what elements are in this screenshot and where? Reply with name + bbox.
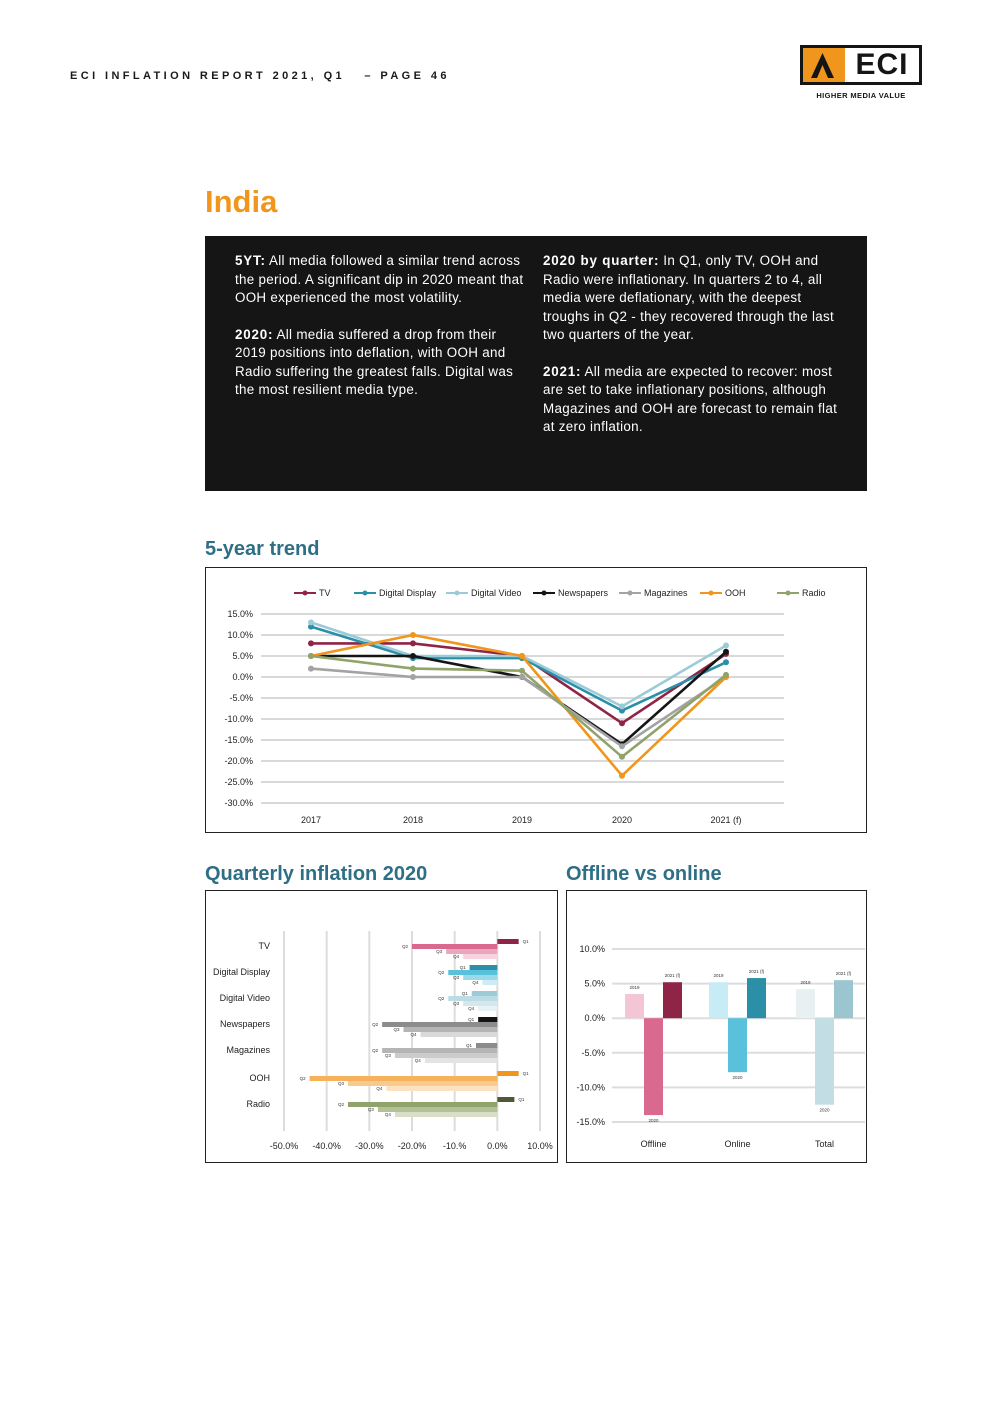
year-label: 2021 (f) bbox=[664, 973, 681, 979]
legend-label: TV bbox=[319, 588, 331, 598]
bar bbox=[663, 982, 682, 1018]
report-title: ECI INFLATION REPORT 2021, Q1 bbox=[70, 70, 346, 82]
quarter-label: Q1 bbox=[522, 1071, 529, 1076]
data-point bbox=[410, 666, 416, 672]
bar bbox=[476, 1043, 497, 1048]
bar bbox=[421, 1032, 498, 1037]
year-label: 2020 bbox=[648, 1118, 659, 1124]
quarter-label: Q3 bbox=[436, 949, 443, 954]
quarter-label: Q4 bbox=[384, 1112, 391, 1117]
page-number: PAGE 46 bbox=[380, 70, 450, 82]
page-title: India bbox=[205, 184, 278, 219]
quarter-label: Q2 bbox=[372, 1048, 379, 1053]
category-label: Offline bbox=[640, 1139, 667, 1149]
bar bbox=[644, 1018, 663, 1115]
paragraph-lead: 5YT: bbox=[235, 253, 266, 268]
bar bbox=[834, 980, 853, 1018]
bar bbox=[470, 965, 498, 970]
quarter-label: Q1 bbox=[522, 939, 529, 944]
category-label: Digital Video bbox=[219, 993, 270, 1003]
bar bbox=[395, 1112, 497, 1117]
quarter-label: Q2 bbox=[337, 1102, 344, 1107]
quarterly-bar-chart bbox=[206, 891, 557, 1162]
category-label: Radio bbox=[246, 1099, 270, 1109]
bar bbox=[478, 1017, 497, 1022]
y-tick-label: 0.0% bbox=[232, 672, 253, 682]
x-tick-label: -50.0% bbox=[269, 1141, 299, 1151]
legend-label: OOH bbox=[725, 588, 746, 598]
quarter-label: Q1 bbox=[468, 1017, 475, 1022]
paragraph-lead: 2021: bbox=[543, 363, 582, 379]
bar bbox=[482, 980, 497, 985]
category-label: Online bbox=[724, 1139, 751, 1149]
offline-chart-panel bbox=[566, 890, 867, 1163]
summary-box bbox=[205, 236, 867, 491]
quarter-label: Q2 bbox=[372, 1022, 379, 1027]
quarter-label: Q1 bbox=[461, 991, 468, 996]
trend-section-title: 5-year trend bbox=[205, 538, 320, 560]
data-point bbox=[619, 703, 625, 709]
data-point bbox=[410, 674, 416, 680]
quarter-label: Q3 bbox=[384, 1053, 391, 1058]
data-point bbox=[723, 659, 729, 665]
quarterly-section-title: Quarterly inflation 2020 bbox=[205, 863, 428, 885]
quarter-label: Q1 bbox=[518, 1097, 525, 1102]
y-tick-label: -10.0% bbox=[224, 714, 253, 724]
logo-text: ECI bbox=[845, 48, 919, 82]
summary-paragraph bbox=[235, 326, 531, 400]
paragraph-lead: 2020 by quarter: bbox=[543, 253, 660, 268]
quarter-label: Q2 bbox=[299, 1076, 306, 1081]
bar bbox=[815, 1018, 834, 1104]
bar bbox=[412, 944, 497, 949]
y-tick-label: 15.0% bbox=[227, 609, 253, 619]
logo-tagline: HIGHER MEDIA VALUE bbox=[816, 91, 906, 100]
bar bbox=[478, 1006, 497, 1011]
quarter-label: Q3 bbox=[337, 1081, 344, 1086]
x-tick-label: 10.0% bbox=[527, 1141, 553, 1151]
year-label: 2019 bbox=[800, 980, 811, 986]
y-tick-label: -15.0% bbox=[224, 735, 253, 745]
quarter-label: Q2 bbox=[401, 944, 408, 949]
data-point bbox=[308, 619, 314, 625]
bar bbox=[472, 991, 498, 996]
eci-logo bbox=[800, 45, 922, 101]
quarter-label: Q4 bbox=[468, 1006, 475, 1011]
bar bbox=[709, 982, 728, 1018]
data-point bbox=[308, 640, 314, 646]
category-label: OOH bbox=[249, 1073, 270, 1083]
year-label: 2019 bbox=[629, 984, 640, 990]
quarter-label: Q4 bbox=[453, 954, 460, 959]
bar bbox=[348, 1081, 497, 1086]
data-point bbox=[619, 743, 625, 749]
y-tick-label: 5.0% bbox=[584, 978, 605, 989]
year-label: 2021 (f) bbox=[835, 971, 852, 977]
x-tick-label: 2019 bbox=[511, 815, 533, 825]
data-point bbox=[619, 720, 625, 726]
summary-left-column bbox=[235, 252, 531, 418]
data-point bbox=[410, 653, 416, 659]
y-tick-label: -30.0% bbox=[224, 798, 253, 808]
year-label: 2020 bbox=[732, 1075, 743, 1081]
data-point bbox=[723, 649, 729, 655]
x-tick-label: -30.0% bbox=[355, 1141, 384, 1151]
quarter-label: Q2 bbox=[438, 970, 445, 975]
quarter-label: Q4 bbox=[410, 1032, 417, 1037]
data-point bbox=[619, 773, 625, 779]
x-tick-label: -40.0% bbox=[312, 1141, 341, 1151]
quarter-label: Q4 bbox=[472, 980, 479, 985]
data-point bbox=[308, 653, 314, 659]
x-tick-label: -20.0% bbox=[397, 1141, 427, 1151]
y-tick-label: 5.0% bbox=[232, 651, 253, 661]
legend-label: Digital Video bbox=[471, 588, 522, 598]
legend-label: Radio bbox=[802, 588, 826, 598]
quarter-label: Q1 bbox=[459, 965, 466, 970]
paragraph-text: All media followed a similar trend across the period. A significant dip in 2020 meant that OOH experienced the most volatility. bbox=[235, 253, 524, 305]
y-tick-label: 10.0% bbox=[579, 944, 605, 954]
category-label: TV bbox=[258, 941, 270, 951]
data-point bbox=[723, 672, 729, 678]
summary-paragraph bbox=[543, 363, 839, 437]
logo-accent bbox=[803, 48, 845, 82]
y-tick-label: -15.0% bbox=[576, 1117, 605, 1127]
x-tick-label: 0.0% bbox=[487, 1141, 508, 1151]
quarter-label: Q3 bbox=[453, 975, 460, 980]
paragraph-text: In Q1, only TV, OOH and Radio were inflationary. In quarters 2 to 4, all media were deflationary, with the deepest troughs in Q2 - they recovered through the last two quarters of the year. bbox=[543, 253, 834, 342]
triangle-icon bbox=[803, 48, 842, 82]
legend-marker bbox=[363, 591, 368, 596]
bar bbox=[425, 1058, 498, 1063]
bar bbox=[497, 939, 518, 944]
offline-online-bar-chart bbox=[567, 891, 866, 1162]
category-label: Newspapers bbox=[219, 1019, 270, 1029]
x-tick-label: -10.% bbox=[442, 1141, 467, 1151]
report-header bbox=[70, 70, 450, 82]
bar bbox=[625, 994, 644, 1018]
y-tick-label: -5.0% bbox=[581, 1047, 605, 1058]
legend-label: Newspapers bbox=[558, 588, 609, 598]
x-tick-label: 2021 (f) bbox=[710, 815, 742, 825]
bar bbox=[747, 978, 766, 1018]
legend-marker bbox=[709, 591, 714, 596]
trend-line-chart bbox=[206, 568, 866, 832]
bar bbox=[728, 1018, 747, 1072]
y-tick-label: -10.0% bbox=[576, 1082, 605, 1093]
data-point bbox=[723, 643, 729, 649]
data-point bbox=[519, 653, 525, 659]
y-tick-label: -25.0% bbox=[224, 777, 253, 787]
bar bbox=[386, 1086, 497, 1091]
legend-marker bbox=[542, 591, 547, 596]
category-label: Digital Display bbox=[212, 967, 270, 977]
bar bbox=[395, 1053, 497, 1058]
legend-marker bbox=[303, 591, 308, 596]
summary-paragraph bbox=[543, 252, 839, 345]
y-tick-label: 10.0% bbox=[227, 630, 253, 640]
y-tick-label: -5.0% bbox=[229, 693, 253, 703]
data-point bbox=[619, 754, 625, 760]
x-tick-label: 2020 bbox=[611, 815, 633, 825]
quarterly-chart-panel bbox=[205, 890, 558, 1163]
bar bbox=[463, 954, 497, 959]
data-point bbox=[308, 666, 314, 672]
data-point bbox=[519, 668, 525, 674]
bar bbox=[463, 975, 497, 980]
legend-marker bbox=[786, 591, 791, 596]
bar bbox=[796, 989, 815, 1018]
y-tick-label: 0.0% bbox=[584, 1013, 605, 1024]
legend-label: Digital Display bbox=[379, 588, 437, 598]
category-label: Total bbox=[814, 1139, 835, 1149]
summary-right-column bbox=[543, 252, 839, 455]
quarter-label: Q4 bbox=[414, 1058, 421, 1063]
data-point bbox=[410, 640, 416, 646]
paragraph-lead: 2020: bbox=[235, 326, 274, 342]
category-label: Magazines bbox=[226, 1045, 270, 1055]
bar bbox=[403, 1027, 497, 1032]
quarter-label: Q4 bbox=[376, 1086, 383, 1091]
bar bbox=[497, 1097, 514, 1102]
header-separator: – bbox=[364, 70, 374, 82]
legend-marker bbox=[455, 591, 460, 596]
paragraph-text: All media are expected to recover: most are set to take inflationary positions, although Magazines and OOH are forecast to remain flat at zero inflation. bbox=[543, 363, 838, 434]
quarter-label: Q3 bbox=[453, 1001, 460, 1006]
bar bbox=[497, 1071, 518, 1076]
year-label: 2021 (f) bbox=[748, 969, 765, 975]
data-point bbox=[410, 632, 416, 638]
paragraph-text: All media suffered a drop from their 2019 positions into deflation, with OOH and Radio suffering the greatest falls. Digital was the most resilient media type. bbox=[235, 326, 514, 397]
year-label: 2020 bbox=[819, 1107, 830, 1113]
logo-box bbox=[800, 45, 922, 85]
x-tick-label: 2017 bbox=[300, 815, 322, 825]
year-label: 2019 bbox=[713, 973, 724, 979]
quarter-label: Q3 bbox=[393, 1027, 400, 1032]
quarter-label: Q3 bbox=[367, 1107, 374, 1112]
quarter-label: Q2 bbox=[438, 996, 445, 1001]
trend-chart-panel bbox=[205, 567, 867, 833]
x-tick-label: 2018 bbox=[402, 815, 424, 825]
summary-paragraph bbox=[235, 252, 531, 308]
y-tick-label: -20.0% bbox=[224, 756, 253, 766]
bar bbox=[378, 1107, 497, 1112]
quarter-label: Q1 bbox=[465, 1043, 472, 1048]
legend-label: Magazines bbox=[644, 588, 688, 598]
bar bbox=[382, 1048, 497, 1053]
legend-marker bbox=[628, 591, 633, 596]
offline-section-title: Offline vs online bbox=[566, 863, 722, 885]
data-point bbox=[519, 674, 525, 680]
